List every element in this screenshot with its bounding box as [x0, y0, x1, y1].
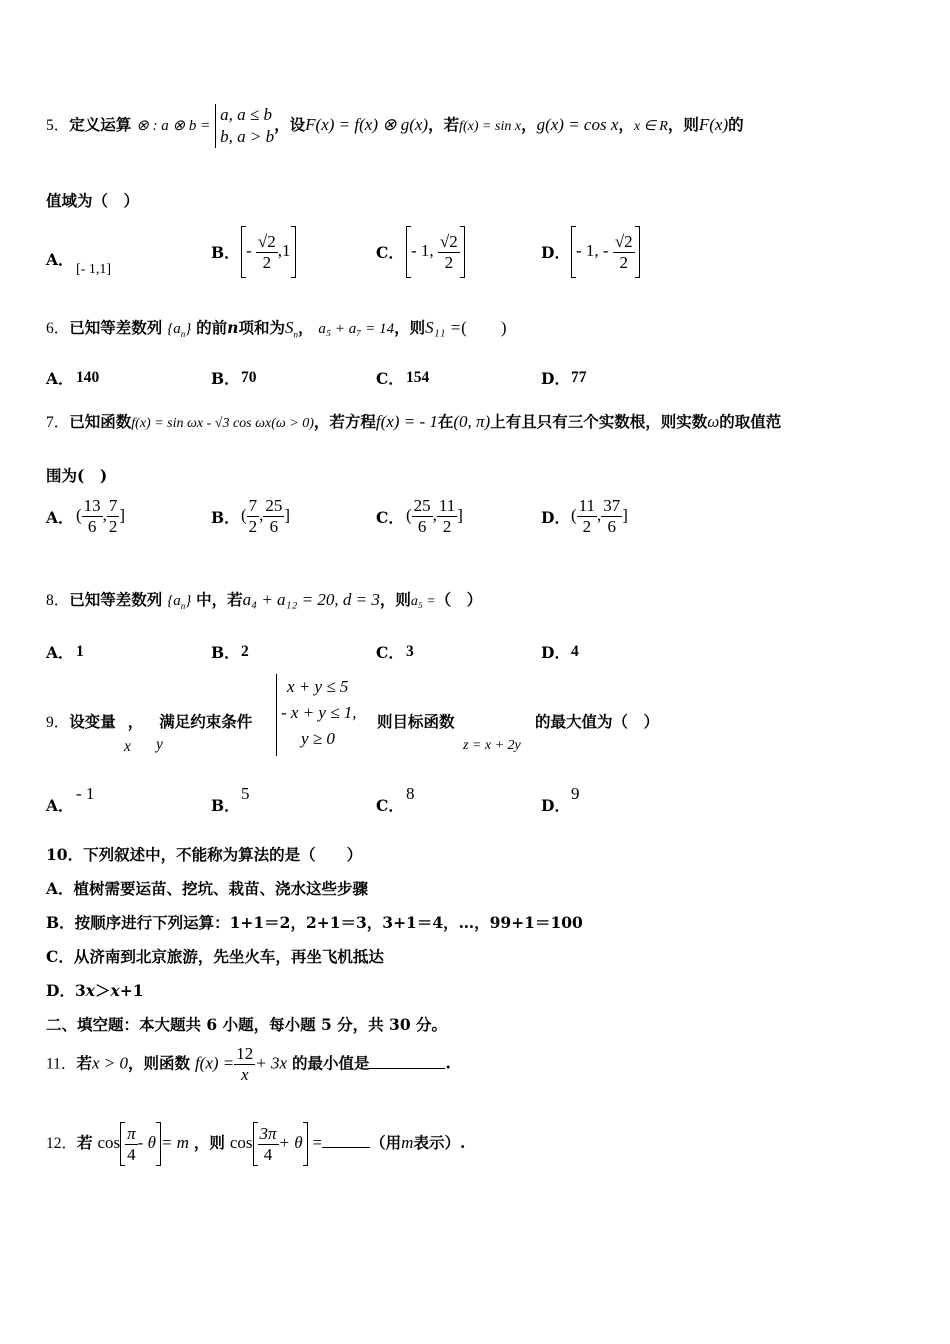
q9-var-y: y — [156, 736, 163, 753]
option-label: A． — [46, 369, 74, 388]
q12-mid1: - θ — [137, 1133, 156, 1152]
q6-number: 6． — [46, 320, 70, 337]
option-label: B． — [211, 369, 240, 388]
right-bracket — [291, 226, 296, 278]
option-value: 1 — [76, 643, 84, 660]
q8-option-d[interactable] — [541, 641, 579, 663]
frac-num: 3π — [259, 1123, 277, 1143]
d-var: x — [85, 981, 95, 1000]
q11-condition: x > 0 — [91, 1053, 128, 1073]
frac-num: 11 — [578, 496, 596, 515]
frac-num: π — [127, 1123, 136, 1143]
q11-function: f(x) = — [194, 1053, 235, 1073]
q6-option-a[interactable] — [46, 367, 99, 389]
frac1 — [412, 496, 433, 537]
q5-operation: ⊗ : a ⊗ b = — [136, 118, 211, 134]
frac-num: 37 — [603, 496, 621, 515]
q6-sequence — [167, 321, 191, 337]
q12-eq-m: = m — [160, 1133, 189, 1152]
q5-text5: ， — [618, 115, 634, 134]
q5-domain: x ∈ R — [633, 119, 668, 134]
q12-text3: （用 — [370, 1133, 402, 1152]
option-fraction — [438, 232, 460, 273]
right-bracket — [460, 226, 465, 278]
constraint-3: y ≥ 0 — [301, 729, 335, 748]
q10-stem: 10．下列叙述中，不能称为算法的是（ ） — [46, 845, 363, 864]
close-bracket: ] — [622, 505, 628, 525]
option-label: D． — [541, 507, 570, 527]
q12-eq: = — [312, 1133, 323, 1152]
option-label: A． — [46, 507, 74, 527]
frac-den: 2 — [262, 252, 272, 272]
q5-cases — [215, 104, 274, 148]
q12-cos2: cos — [229, 1133, 253, 1152]
q8-option-c[interactable] — [376, 641, 414, 663]
frac-num: √2 — [257, 231, 276, 251]
q5-stem-line2: 值域为（ ） — [46, 191, 140, 210]
q11-number: 11． — [46, 1055, 77, 1073]
seq-sub: n — [180, 601, 186, 611]
frac-den: x — [240, 1065, 249, 1084]
option-value: [- 1,1] — [76, 262, 111, 277]
option-pre: - 1, - — [576, 241, 613, 260]
option-label: A． — [46, 796, 74, 815]
option-value: 4 — [571, 643, 579, 660]
q5-text6: ，则 — [667, 115, 699, 134]
q8-stem — [46, 588, 900, 611]
q11-text: 若 — [76, 1053, 92, 1073]
option-value: 3 — [406, 643, 414, 660]
q12-number: 12． — [46, 1135, 78, 1152]
option-label: C． — [376, 643, 404, 662]
option-post: ,1 — [277, 241, 291, 260]
frac-num: 7 — [248, 496, 258, 515]
frac-den: 6 — [269, 517, 279, 536]
q10-option-b[interactable]: B．按顺序进行下列运算：1+1＝2，2+1＝3，3+1＝4，…，99+1＝100 — [46, 913, 583, 932]
seq-close: } — [185, 593, 192, 609]
q12-fraction1 — [125, 1124, 138, 1165]
q5-option-d[interactable] — [541, 226, 640, 278]
q11-stem — [46, 1044, 900, 1085]
frac-num: 7 — [108, 496, 118, 515]
frac-num: 11 — [438, 496, 456, 515]
q6-option-c[interactable] — [376, 367, 429, 389]
q7-option-d[interactable] — [541, 496, 628, 537]
option-fraction — [613, 232, 635, 273]
q11-text3: 的最小值是 — [291, 1053, 370, 1073]
q9-objective: z = x + 2y — [463, 738, 521, 753]
q6-text3: 项和为 — [238, 318, 285, 337]
q9-option-d[interactable] — [541, 784, 580, 815]
q6-equation: a₅ + a₇ = 14 — [318, 321, 395, 337]
option-value: 9 — [571, 784, 580, 803]
q8-text2: 中，若 — [196, 590, 243, 609]
frac1 — [247, 496, 260, 537]
option-label: C． — [376, 243, 404, 262]
q8-text: 已知等差数列 — [69, 590, 163, 609]
q12-text: 若 — [77, 1133, 93, 1152]
frac2 — [263, 496, 284, 537]
q7-stem — [46, 410, 900, 432]
q5-text2: ，设 — [274, 115, 306, 134]
q10-option-a[interactable]: A．植树需要运苗、挖坑、栽苗、浇水这些步骤 — [46, 879, 369, 898]
q8-option-b[interactable] — [211, 641, 249, 663]
q8-option-a[interactable] — [46, 641, 84, 663]
q7-option-c[interactable] — [376, 496, 463, 537]
seq-a: {a — [167, 593, 181, 609]
frac-den: 6 — [87, 517, 97, 536]
frac2 — [437, 496, 457, 537]
frac-den: 4 — [127, 1144, 136, 1164]
q5-text7: 的 — [728, 115, 744, 134]
seq-sub: n — [180, 329, 186, 339]
frac-den: 4 — [263, 1144, 273, 1164]
q7-omega: ω — [707, 412, 720, 431]
q5-case1: a, a ≤ b — [220, 105, 273, 124]
q5-text: 定义运算 — [69, 115, 132, 134]
option-label: A． — [46, 250, 74, 269]
q6-stem — [46, 313, 900, 339]
close-bracket: ] — [457, 505, 463, 525]
q9-text4: 则目标函数 — [377, 712, 455, 731]
q5-f-def: f(x) = sin x — [459, 119, 522, 134]
q5-option-c[interactable] — [376, 226, 465, 278]
q6-option-d[interactable] — [541, 367, 587, 389]
constraint-1: x + y ≤ 5 — [287, 677, 349, 696]
frac-den: 2 — [108, 517, 118, 536]
q5-F: F(x) — [698, 115, 729, 134]
comma: , — [597, 505, 602, 525]
q5-text3: ，若 — [428, 115, 460, 134]
option-value: 154 — [406, 369, 430, 386]
comma: , — [102, 505, 107, 525]
section-heading: 二、填空题：本大题共 6 小题，每小题 5 分，共 30 分。 — [46, 1015, 448, 1034]
option-label: B． — [211, 796, 240, 815]
option-value: 8 — [406, 784, 415, 803]
constraint-system — [276, 674, 357, 756]
q8-text3: ，则 — [379, 590, 411, 609]
frac-den: 2 — [248, 517, 258, 536]
close-bracket: ] — [119, 505, 126, 525]
comma: , — [432, 505, 437, 525]
q12-mid2: + θ — [278, 1133, 303, 1152]
option-value: 77 — [571, 369, 587, 386]
option-label: D． — [541, 643, 570, 662]
q7-text: 已知函数 — [69, 412, 132, 431]
q10-option-d[interactable] — [46, 979, 900, 1001]
option-value: 70 — [241, 369, 257, 386]
frac-num: 13 — [83, 496, 101, 515]
q12-stem — [46, 1122, 900, 1166]
option-fraction — [256, 232, 278, 273]
frac-den: 2 — [442, 517, 452, 536]
q7-interval: (0, π) — [453, 412, 491, 431]
open-paren: ( — [241, 505, 247, 525]
q12-cos1: cos — [97, 1133, 121, 1152]
q9-text2: ， — [127, 712, 144, 731]
option-label: D． — [541, 369, 570, 388]
q9-text5: 的最大值为（ ） — [535, 712, 660, 731]
option-label: B． — [211, 643, 240, 662]
q5-stem — [46, 104, 900, 148]
frac-num: √2 — [614, 231, 633, 251]
option-value: 140 — [76, 369, 100, 386]
frac1 — [577, 496, 597, 537]
q11-plus-term: + 3x — [255, 1053, 288, 1073]
q5-F-def: F(x) = f(x) ⊗ g(x) — [305, 115, 429, 134]
d-part: 3 — [74, 981, 86, 1000]
option-value: - 1 — [76, 784, 95, 803]
q5-option-a[interactable] — [46, 248, 111, 277]
option-label: A． — [46, 643, 74, 662]
q9-constraints — [276, 674, 357, 756]
q11-answer-blank[interactable] — [369, 1068, 445, 1069]
q5-number: 5． — [46, 117, 70, 134]
q7-text3: 在 — [437, 412, 454, 431]
q12-fraction2 — [258, 1124, 279, 1165]
q6-text2: 的前 — [196, 318, 228, 337]
frac-num: √2 — [439, 231, 458, 251]
q7-equation: f(x) = - 1 — [375, 412, 438, 431]
q8-text4: （ ） — [435, 590, 483, 609]
frac-den: 2 — [582, 517, 592, 536]
frac-num: 25 — [265, 496, 283, 515]
option-label: B． — [211, 243, 240, 262]
option-value: 5 — [241, 784, 250, 803]
constraint-2: - x + y ≤ 1, — [281, 703, 357, 722]
q7-function: f(x) = sin ωx - √3 cos ωx(ω > 0) — [131, 416, 314, 431]
seq-a: {a — [167, 321, 181, 337]
option-pre: - — [246, 241, 256, 260]
q5-option-b[interactable] — [211, 226, 296, 278]
q6-option-b[interactable] — [211, 367, 257, 389]
frac1 — [82, 496, 103, 537]
comma: , — [259, 505, 264, 525]
d-var2: x — [110, 981, 120, 1000]
q11-text2: ，则函数 — [127, 1053, 190, 1073]
q7-stem-line2: 围为( ) — [46, 466, 108, 485]
q7-option-b[interactable] — [211, 496, 290, 537]
d-op: ＞ — [95, 981, 111, 1000]
option-value: 2 — [241, 643, 249, 660]
q12-answer-blank[interactable] — [322, 1147, 370, 1148]
q6-paren: ( ) — [461, 318, 507, 337]
d-part2: +1 — [119, 981, 144, 1000]
q5-text4: ， — [521, 115, 537, 134]
open-paren: ( — [406, 505, 412, 525]
frac2 — [601, 496, 622, 537]
option-label: D． — [541, 243, 570, 262]
frac2 — [107, 496, 120, 537]
q12-text2: ，则 — [193, 1133, 225, 1152]
q6-text5: ，则 — [394, 318, 426, 337]
q7-option-a[interactable] — [46, 496, 125, 537]
q6-sn — [284, 318, 298, 340]
q5-g-def: g(x) = cos x — [536, 115, 619, 134]
q9-text3: 满足约束条件 — [159, 712, 253, 731]
right-paren — [303, 1122, 308, 1166]
q11-fraction — [234, 1044, 255, 1085]
frac-num: 12 — [236, 1044, 254, 1063]
q8-sequence — [167, 593, 191, 609]
q8-number: 8． — [46, 592, 70, 609]
q9-text: 设变量 — [69, 712, 116, 731]
q9-number: 9． — [46, 714, 70, 731]
q8-equation: a₄ + a₁₂ = 20, d = 3 — [242, 590, 380, 609]
frac-den: 6 — [417, 517, 427, 536]
q7-text5: 的取值范 — [719, 412, 782, 431]
q11-text4: . — [445, 1053, 451, 1073]
q12-m: m — [401, 1133, 414, 1152]
option-label: D． — [541, 796, 570, 815]
seq-close: } — [185, 321, 192, 337]
option-label: C． — [376, 507, 404, 527]
open-paren: ( — [76, 505, 82, 525]
option-pre: - 1, — [411, 241, 438, 260]
right-bracket — [635, 226, 640, 278]
option-label: C． — [376, 369, 404, 388]
q9-option-c[interactable] — [376, 784, 415, 815]
q6-s11: S₁₁ = — [425, 318, 462, 337]
q10-option-c[interactable]: C．从济南到北京旅游，先坐火车，再坐飞机抵达 — [46, 947, 384, 966]
option-label: D． — [46, 981, 75, 1000]
q9-var-x: x — [124, 738, 131, 755]
q6-text4: ， — [297, 318, 314, 337]
sn-sub: n — [293, 329, 298, 340]
open-paren: ( — [571, 505, 577, 525]
q9-option-a[interactable] — [46, 784, 95, 815]
close-bracket: ] — [284, 505, 291, 525]
frac-den: 2 — [619, 252, 628, 272]
q5-case2: b, a > b — [220, 127, 275, 146]
sn-s: S — [284, 318, 294, 337]
q8-a5: a₅ = — [410, 594, 436, 609]
q7-text4: 上有且只有三个实数根，则实数 — [490, 412, 708, 431]
q7-number: 7． — [46, 414, 70, 431]
q9-option-b[interactable] — [211, 784, 250, 815]
q9-stem — [46, 710, 900, 732]
q6-n: n — [227, 318, 239, 337]
option-label: B． — [211, 507, 240, 527]
frac-num: 25 — [413, 496, 431, 515]
frac-den: 2 — [444, 252, 454, 272]
q7-text2: ，若方程 — [313, 412, 376, 431]
frac-den: 6 — [607, 517, 617, 536]
q12-text4: 表示）. — [413, 1133, 466, 1152]
q6-text: 已知等差数列 — [69, 318, 163, 337]
option-label: C． — [376, 796, 404, 815]
